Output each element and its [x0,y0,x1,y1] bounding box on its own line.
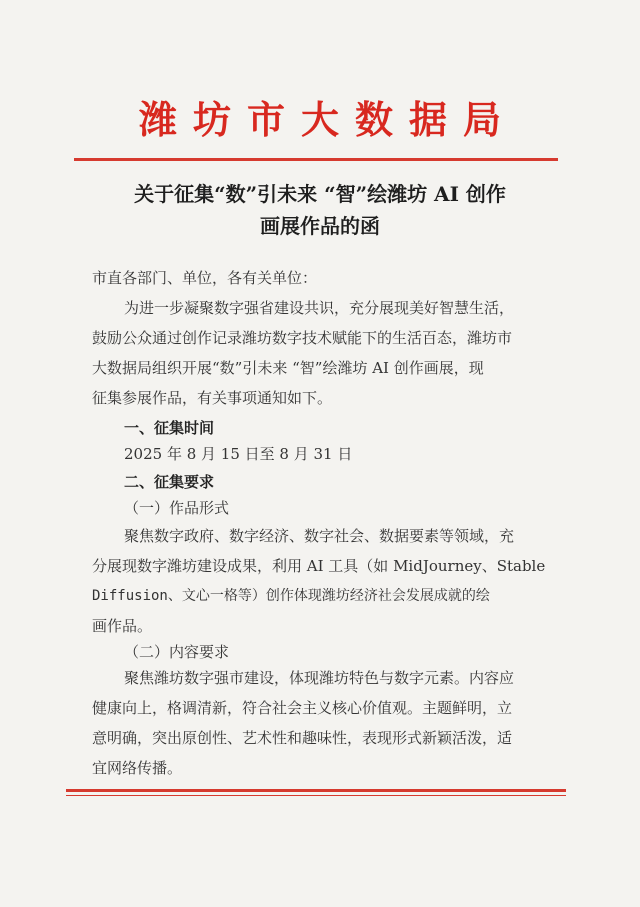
document-title [70,178,570,242]
section-1-text: 2025 年 8 月 15 日至 8 月 31 日 [124,445,353,463]
subsection-2-line-4: 宜网络传播。 [92,759,183,777]
footer-red-rule-thin [66,795,566,796]
subsection-1-line-3: Diffusion、文心一格等）创作体现潍坊经济社会发展成就的绘 [92,588,490,604]
document-title-line-2: 画展作品的函 [260,214,380,238]
section-2-heading: 二、征集要求 [124,473,215,491]
header-red-rule [74,158,558,161]
intro-line-4: 征集参展作品，有关事项通知如下。 [92,389,333,407]
subsection-2-line-2: 健康向上，格调清新，符合社会主义核心价值观。主题鲜明，立 [92,699,513,717]
document-title-line-1: 关于征集“数”引未来 “智”绘潍坊 AI 创作 [134,182,506,206]
salutation: 市直各部门、单位，各有关单位： [92,269,318,287]
subsection-2-line-3: 意明确，突出原创性、艺术性和趣味性，表现形式新颖活泼，适 [92,729,513,747]
footer-red-rule-thick [66,789,566,792]
subsection-2-line-1: 聚焦潍坊数字强市建设，体现潍坊特色与数字元素。内容应 [124,669,515,687]
intro-line-3: 大数据局组织开展“数”引未来 “智”绘潍坊 AI 创作画展，现 [92,359,484,377]
subsection-1-line-1: 聚焦数字政府、数字经济、数字社会、数据要素等领域，充 [124,527,515,545]
intro-line-1: 为进一步凝聚数字强省建设共识，充分展现美好智慧生活， [124,299,515,317]
agency-name-heading: 潍坊市大数据局 [138,97,517,142]
subsection-2-heading: （二）内容要求 [124,643,230,661]
subsection-1-line-4: 画作品。 [92,617,153,635]
section-1-heading: 一、征集时间 [124,419,215,437]
intro-line-2: 鼓励公众通过创作记录潍坊数字技术赋能下的生活百态，潍坊市 [92,329,513,347]
subsection-1-heading: （一）作品形式 [124,499,230,517]
subsection-1-line-2: 分展现数字潍坊建设成果，利用 AI 工具（如 MidJourney、Stable [92,557,546,575]
